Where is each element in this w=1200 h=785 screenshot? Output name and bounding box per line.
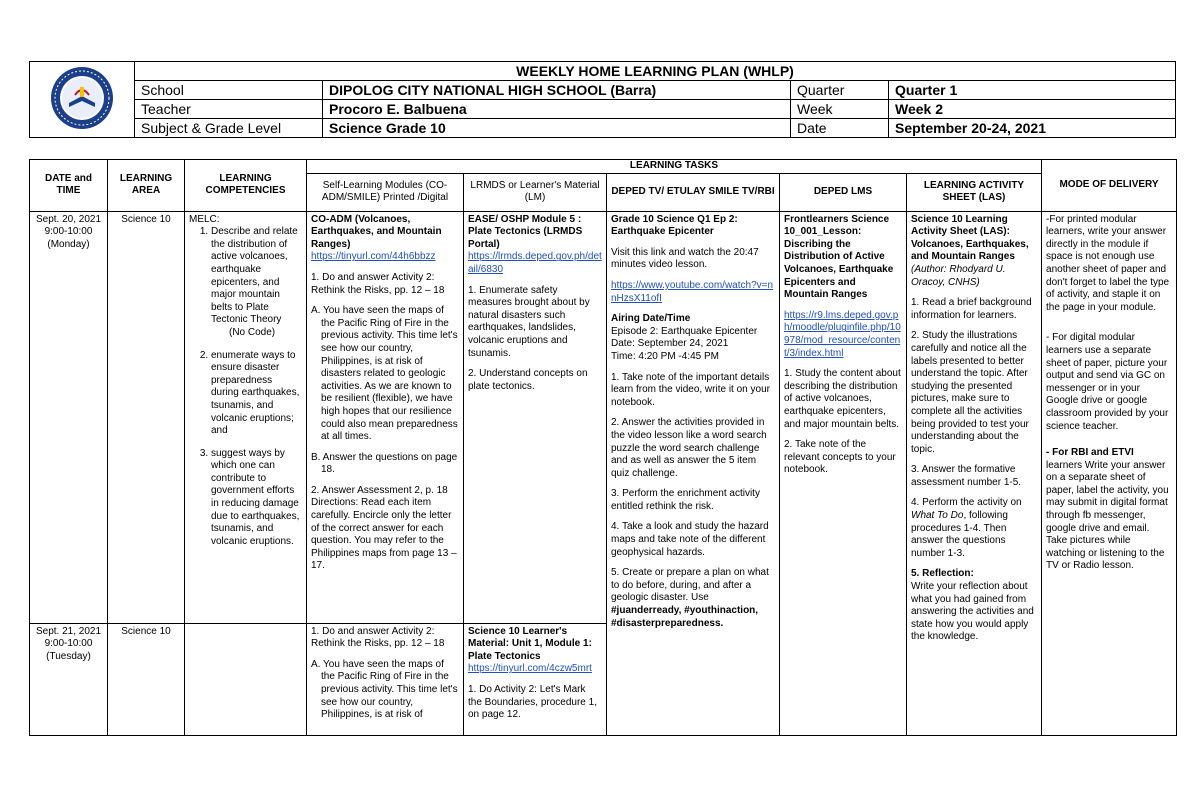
col-deped-lms: DEPED LMS bbox=[780, 173, 907, 211]
teacher-label: Teacher bbox=[135, 100, 323, 119]
lms-step-2: 2. Take note of the relevant concepts to your notebook. bbox=[784, 439, 896, 476]
col-learning-area: LEARNING AREA bbox=[108, 160, 185, 212]
airing-date: Date: September 24, 2021 bbox=[611, 338, 729, 350]
lms-link[interactable]: https://r9.lms.deped.gov.ph/moodle/pluginfile.php/10978/mod_resource/content/3/index.html bbox=[784, 309, 901, 359]
las-reflection: Write your reflection about what you had gained from answering the activities and state how you would apply the knowledge. bbox=[911, 581, 1034, 643]
youtube-link[interactable]: https://www.youtube.com/watch?v=nnHzsX11ofI bbox=[611, 279, 774, 304]
logo-cell bbox=[30, 62, 135, 138]
row1-area: Science 10 bbox=[108, 211, 185, 623]
delivery-rbi-label: - For RBI and ETVI bbox=[1046, 447, 1134, 459]
las-step-1: 1. Read a brief background information for learners. bbox=[911, 297, 1032, 321]
lms-step-1: 1. Study the content about describing the distribution of active volcanoes, earthquake epicenters, and major mountain belts. bbox=[784, 368, 901, 430]
slm-title: CO-ADM (Volcanoes, Earthquakes, and Mountain Ranges) bbox=[311, 213, 442, 250]
col-competencies: LEARNING COMPETENCIES bbox=[185, 160, 307, 212]
row1-date-cell bbox=[30, 211, 108, 623]
lm-step-1: 1. Enumerate safety measures brought about by natural disasters such earthquakes, landslides, volcanic eruptions and tsunamis. bbox=[468, 284, 590, 359]
row2-slm-step-1: 1. Do and answer Activity 2: Rethink the Risks, pp. 12 – 18 bbox=[311, 625, 445, 650]
row2-competencies bbox=[185, 623, 307, 735]
row1-time: 9:00-10:00 bbox=[44, 226, 93, 238]
row1-slm bbox=[307, 211, 464, 623]
quarter-label: Quarter bbox=[791, 81, 889, 100]
row1-las bbox=[907, 211, 1042, 735]
slm-link[interactable]: https://tinyurl.com/44h6bbzz bbox=[311, 251, 436, 263]
melc-label: MELC: bbox=[189, 213, 220, 225]
slm-step-2: 2. Answer Assessment 2, p. 18 Directions: Read each item carefully. Encircle only the letter of the correct answer for each question. You may refer to the Philippines maps from page 13 – 17. bbox=[311, 484, 457, 572]
col-date-time: DATE and TIME bbox=[30, 160, 108, 212]
no-code-note: (No Code) bbox=[229, 326, 276, 338]
airing-time: Time: 4:20 PM -4:45 PM bbox=[611, 350, 719, 362]
row2-area: Science 10 bbox=[108, 623, 185, 735]
header-table bbox=[29, 61, 1176, 138]
week-label: Week bbox=[791, 100, 889, 119]
row2-time: 9:00-10:00 bbox=[44, 638, 93, 650]
row1-date: Sept. 20, 2021 bbox=[35, 213, 102, 225]
date-value: September 20-24, 2021 bbox=[889, 119, 1176, 138]
airing-episode: Episode 2: Earthquake Epicenter bbox=[611, 325, 758, 337]
competency-item: 2. enumerate ways to ensure disaster preparedness during earthquakes, tsunamis, and volcanic eruptions; and bbox=[211, 350, 302, 438]
delivery-printed: -For printed modular learners, write your answer directly in the module if space is not enough use another sheet of paper and don't forget to label the type of activity, and staple it on the page in your module. bbox=[1046, 213, 1170, 313]
row1-day: (Monday) bbox=[47, 238, 90, 250]
lms-title: Frontlearners Science 10_001_Lesson: Discribing the Distribution of Active Volcanoes, Earthquake Epicenters and Mountain Ranges bbox=[784, 213, 894, 301]
tv-step-5: 5. Create or prepare a plan on what to do before, during, and after a geologic disaster. Use bbox=[611, 567, 769, 604]
airing-label: Airing Date/Time bbox=[611, 313, 691, 325]
col-slm: Self-Learning Modules (CO-ADM/SMILE) Printed /Digital bbox=[307, 173, 464, 211]
col-mode-of-delivery: MODE OF DELIVERY bbox=[1042, 160, 1177, 212]
las-title: Science 10 Learning Activity Sheet (LAS): Volcanoes, Earthquakes, and Mountain Ranges bbox=[911, 213, 1029, 263]
tv-step-2: 2. Answer the activities provided in the video lesson like a word search puzzle the word search challenge and as well as answer the 5 item quiz challenge. bbox=[611, 417, 767, 479]
row2-lm-title: Science 10 Learner's Material: Unit 1, Module 1: Plate Tectonics bbox=[468, 625, 592, 662]
school-label: School bbox=[135, 81, 323, 100]
tv-step-3: 3. Perform the enrichment activity entitled rethink the risk. bbox=[611, 488, 760, 512]
row2-date-cell bbox=[30, 623, 108, 735]
date-label: Date bbox=[791, 119, 889, 138]
las-step-4: 4. Perform the activity on What To Do, following procedures 1-4. Then answer the questions number 1-3. bbox=[911, 497, 1022, 559]
tv-title: Grade 10 Science Q1 Ep 2: Earthquake Epicenter bbox=[611, 213, 738, 238]
lm-step-2: 2. Understand concepts on plate tectonics. bbox=[468, 368, 588, 392]
lm-link[interactable]: https://lrmds.deped.gov.ph/detail/6830 bbox=[468, 251, 602, 275]
table-row bbox=[30, 211, 1177, 623]
row2-date: Sept. 21, 2021 bbox=[35, 625, 102, 637]
row2-lm-step-1: 1. Do Activity 2: Let's Mark the Boundaries, procedure 1, on page 12. bbox=[468, 683, 597, 721]
row2-day: (Tuesday) bbox=[46, 650, 91, 662]
competency-list bbox=[189, 226, 302, 548]
las-step-3: 3. Answer the formative assessment number 1-5. bbox=[911, 464, 1022, 488]
slm-step-1: 1. Do and answer Activity 2: Rethink the Risks, pp. 12 – 18 bbox=[311, 271, 445, 296]
row2-lm-link[interactable]: https://tinyurl.com/4czw5mrt bbox=[468, 663, 592, 675]
tv-step-1: 1. Take note of the important details learn from the video, write it on your notebook. bbox=[611, 371, 770, 408]
tv-step-4: 4. Take a look and study the hazard maps and take note of the different geophysical hazards. bbox=[611, 521, 769, 558]
delivery-digital: - For digital modular learners use a separate sheet of paper, picture your output and send via GC on messenger or in your Google drive or google classroom provided by your science teacher. bbox=[1046, 332, 1169, 432]
col-lrmds: LRMDS or Learner's Material (LM) bbox=[464, 173, 607, 211]
subject-label: Subject & Grade Level bbox=[135, 119, 323, 138]
tv-hashtags: #juanderready, #youthinaction, #disasterpreparedness. bbox=[611, 605, 759, 629]
col-learning-tasks: LEARNING TASKS bbox=[307, 160, 1042, 174]
page-title: WEEKLY HOME LEARNING PLAN (WHLP) bbox=[135, 62, 1176, 81]
competency-item: 3. suggest ways by which one can contribute to government efforts in reducing damage due to earthquakes, tsunamis, and volcanic eruptions. bbox=[211, 448, 302, 549]
row1-lm bbox=[464, 211, 607, 623]
row2-slm bbox=[307, 623, 464, 735]
row1-delivery bbox=[1042, 211, 1177, 735]
week-value: Week 2 bbox=[889, 100, 1176, 119]
learning-plan-table bbox=[29, 159, 1177, 736]
deped-seal-logo bbox=[49, 65, 115, 131]
slm-step-b: B. Answer the questions on page 18. bbox=[311, 451, 458, 476]
las-author: (Author: Rhodyard U. Oracoy, CNHS) bbox=[911, 263, 1006, 288]
competency-item: 1. Describe and relate the distribution of active volcanoes, earthquake epicenters, and major mountain belts to Plate Tectonic Theory (No Code) bbox=[211, 226, 302, 339]
row2-slm-step-a: A. You have seen the maps of the Pacific Ring of Fire in the previous activity. This time let's see how our country, Philippines, is at risk of bbox=[311, 658, 458, 721]
subject-value: Science Grade 10 bbox=[323, 119, 791, 138]
las-step-2: 2. Study the illustrations carefully and notice all the labels presented to better understand the topic. After studying the presented pictures, make sure to complete all the activities being provided to test your understanding about the topic. bbox=[911, 330, 1029, 455]
row1-deped-tv bbox=[607, 211, 780, 735]
col-deped-tv: DEPED TV/ ETULAY SMILE TV/RBI bbox=[607, 173, 780, 211]
row2-lm bbox=[464, 623, 607, 735]
quarter-value: Quarter 1 bbox=[889, 81, 1176, 100]
slm-step-a: A. You have seen the maps of the Pacific Ring of Fire in the previous activity. This time let's see how our country, Philippines, is at risk of disasters related to geologic activities. As we are known to be resilient (flexible), we have high hopes that our resilience could also mean preparedness at all times. bbox=[311, 305, 458, 443]
las-reflection-label: 5. Reflection: bbox=[911, 568, 974, 580]
teacher-value: Procoro E. Balbuena bbox=[323, 100, 791, 119]
lm-title: EASE/ OSHP Module 5 : Plate Tectonics (LRMDS Portal) bbox=[468, 213, 583, 250]
delivery-rbi: learners Write your answer on a separate sheet of paper, label the activity, you may submit in digital format through fb messenger, google drive and email. Take pictures while watching or listening to the TV or Radio lesson. bbox=[1046, 459, 1169, 572]
tv-intro: Visit this link and watch the 20:47 minutes video lesson. bbox=[611, 246, 759, 271]
row1-deped-lms bbox=[780, 211, 907, 735]
row1-competencies bbox=[185, 211, 307, 623]
col-las: LEARNING ACTIVITY SHEET (LAS) bbox=[907, 173, 1042, 211]
school-value: DIPOLOG CITY NATIONAL HIGH SCHOOL (Barra) bbox=[323, 81, 791, 100]
